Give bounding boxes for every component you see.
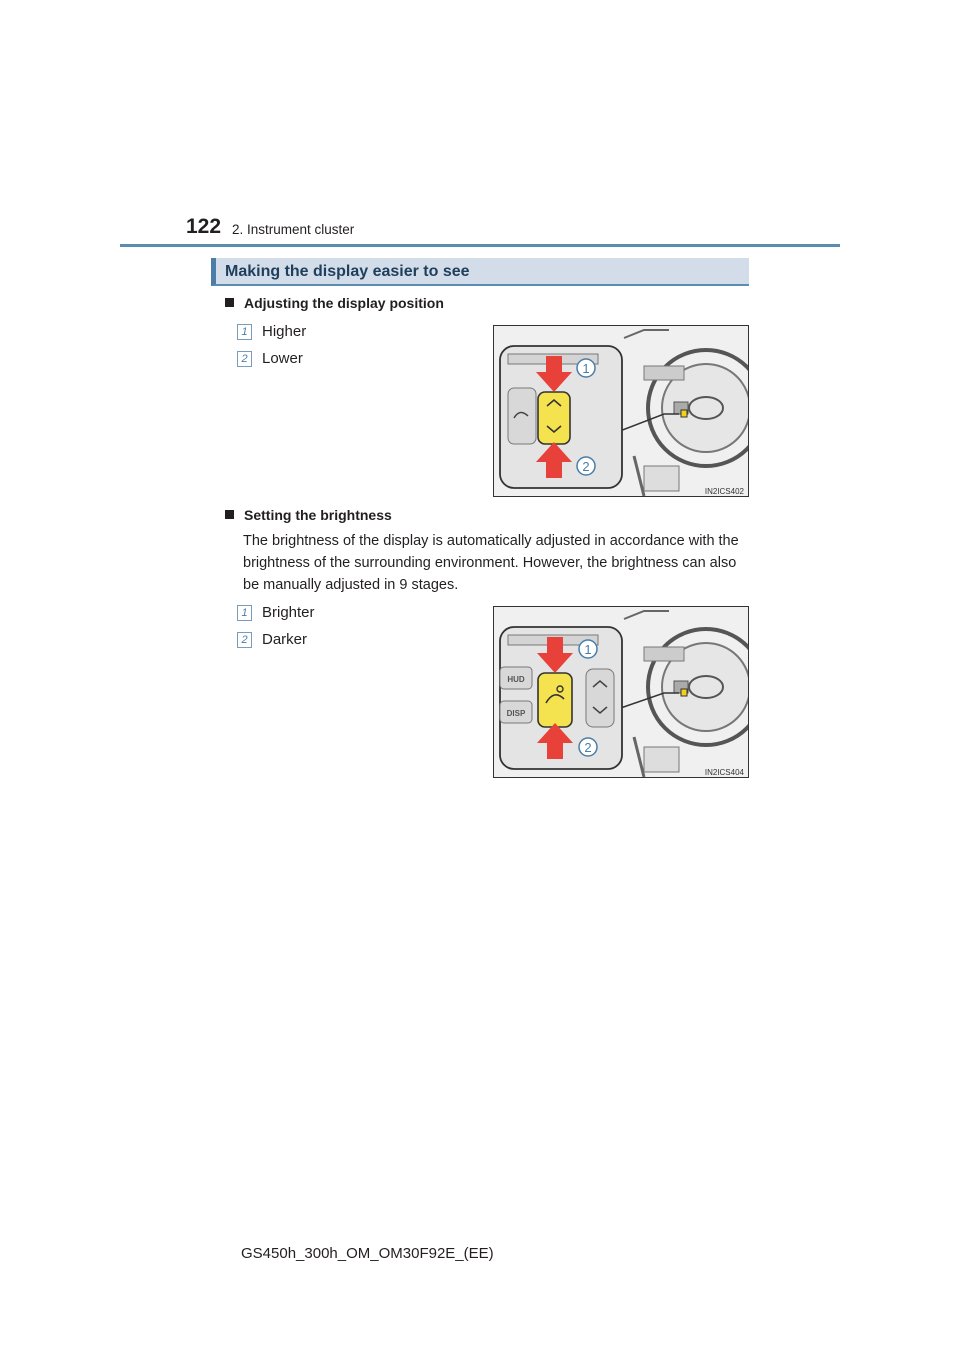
list-item-brighter — [237, 604, 315, 621]
list-item-label: Higher — [262, 323, 307, 340]
figure-display-position — [493, 325, 749, 497]
brightness-description: The brightness of the display is automatically adjusted in accordance with the brightness of the surrounding environment. However, the brightness can also be manually adjusted in 9 stages. — [243, 533, 739, 593]
bullet-square-icon — [225, 510, 234, 519]
page-number: 122 — [186, 215, 222, 238]
steering-wheel-switch-illustration — [494, 326, 749, 497]
list-item-lower — [237, 350, 303, 367]
figure-callout-1: 1 — [584, 642, 592, 657]
disp-button-label: DISP — [506, 709, 526, 718]
header-rule — [120, 244, 840, 247]
callout-1-badge: 1 — [237, 605, 252, 621]
callout-2-badge: 2 — [237, 351, 252, 367]
subheading-adjust-position — [225, 295, 444, 311]
list-item-label: Darker — [262, 631, 308, 648]
chapter-title: 2. Instrument cluster — [232, 222, 355, 237]
list-item-label: Brighter — [262, 604, 315, 621]
figure-code: IN2ICS404 — [704, 768, 744, 777]
callout-2-badge: 2 — [237, 632, 252, 648]
bullet-square-icon — [225, 298, 234, 307]
figure-callout-2: 2 — [582, 459, 590, 474]
figure-callout-2: 2 — [584, 740, 592, 755]
figure-brightness — [493, 606, 749, 778]
figure-code: IN2ICS402 — [704, 487, 744, 496]
subheading-brightness-label: Setting the brightness — [244, 507, 392, 523]
callout-1-badge: 1 — [237, 324, 252, 340]
document-code: GS450h_300h_OM_OM30F92E_(EE) — [241, 1245, 494, 1262]
section-heading: Making the display easier to see — [211, 258, 749, 286]
list-item-label: Lower — [262, 350, 303, 367]
hud-button-label: HUD — [507, 675, 525, 684]
figure-callout-1: 1 — [582, 361, 590, 376]
list-item-higher — [237, 323, 306, 340]
subheading-brightness — [225, 507, 392, 523]
brightness-switch-illustration — [494, 607, 749, 778]
list-item-darker — [237, 631, 307, 648]
subheading-adjust-position-label: Adjusting the display position — [244, 295, 444, 311]
